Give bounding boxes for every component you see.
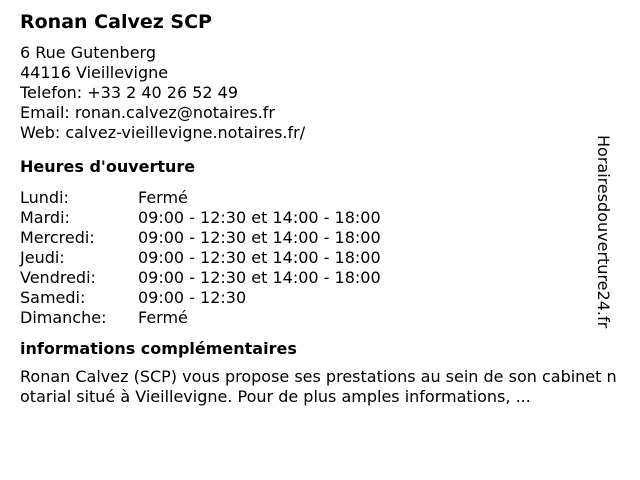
site-watermark: Horairesdouverture24.fr bbox=[594, 135, 613, 329]
address-block bbox=[20, 43, 625, 143]
opening-hours-table bbox=[20, 188, 625, 328]
web-line: Web: calvez-vieillevigne.notaires.fr/ bbox=[20, 123, 306, 142]
hours-row-saturday bbox=[20, 288, 625, 308]
day-label: Jeudi: bbox=[20, 248, 65, 267]
phone-line: Telefon: +33 2 40 26 52 49 bbox=[20, 83, 239, 102]
city-address: 44116 Vieillevigne bbox=[20, 63, 169, 82]
hours-row-wednesday bbox=[20, 228, 625, 248]
day-hours: Fermé bbox=[138, 188, 188, 207]
extra-info-heading: informations complémentaires bbox=[20, 339, 297, 358]
day-hours: 09:00 - 12:30 et 14:00 - 18:00 bbox=[138, 208, 381, 227]
business-name: Ronan Calvez SCP bbox=[20, 11, 212, 33]
day-label: Vendredi: bbox=[20, 268, 96, 287]
day-label: Dimanche: bbox=[20, 308, 107, 327]
day-hours: 09:00 - 12:30 et 14:00 - 18:00 bbox=[138, 248, 381, 267]
email-line: Email: ronan.calvez@notaires.fr bbox=[20, 103, 275, 122]
day-hours: Fermé bbox=[138, 308, 188, 327]
hours-row-friday bbox=[20, 268, 625, 288]
day-label: Samedi: bbox=[20, 288, 86, 307]
day-label: Mercredi: bbox=[20, 228, 95, 247]
hours-heading: Heures d'ouverture bbox=[20, 157, 196, 176]
day-hours: 09:00 - 12:30 bbox=[138, 288, 247, 307]
hours-row-tuesday bbox=[20, 208, 625, 228]
hours-row-sunday bbox=[20, 308, 625, 328]
extra-info-text: Ronan Calvez (SCP) vous propose ses prestations au sein de son cabinet notarial situé à Vieillevigne. Pour de plus amples informations, ... bbox=[20, 367, 617, 406]
business-card bbox=[20, 10, 625, 407]
hours-row-monday bbox=[20, 188, 625, 208]
hours-row-thursday bbox=[20, 248, 625, 268]
day-label: Lundi: bbox=[20, 188, 69, 207]
street-address: 6 Rue Gutenberg bbox=[20, 43, 156, 62]
day-hours: 09:00 - 12:30 et 14:00 - 18:00 bbox=[138, 268, 381, 287]
day-hours: 09:00 - 12:30 et 14:00 - 18:00 bbox=[138, 228, 381, 247]
day-label: Mardi: bbox=[20, 208, 70, 227]
